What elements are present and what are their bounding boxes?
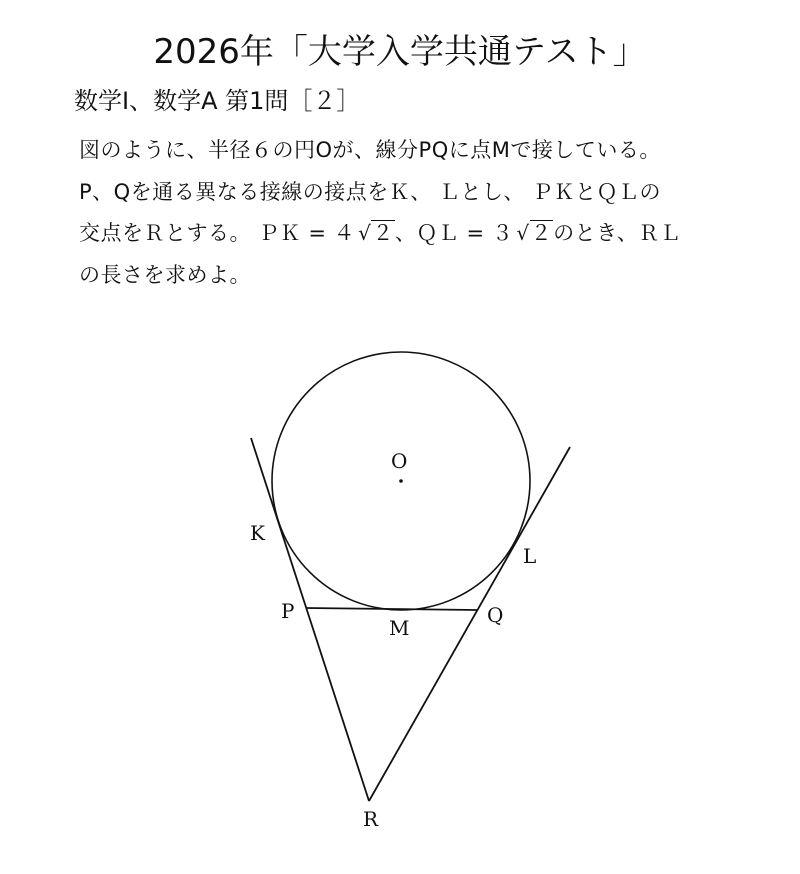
- radical-sign-a: √: [358, 221, 372, 245]
- label-O: O: [391, 449, 408, 473]
- problem-heading: 数学Ⅰ、数学A 第1問［２］: [74, 87, 361, 115]
- radicand-a: ２: [372, 221, 394, 245]
- label-Q: Q: [487, 603, 504, 627]
- radicand-b: ２: [530, 221, 553, 245]
- page-title: 2026年「大学入学共通テスト」: [153, 32, 647, 72]
- problem-line-3-start: 交点をＲとする。 ＰＫ = ４: [79, 221, 356, 245]
- label-K: K: [250, 521, 265, 545]
- center-point-O: [399, 479, 403, 483]
- problem-line-2: P、Qを通る異なる接線の接点をＫ、 Ｌとし、 ＰＫとＱＬの: [79, 179, 662, 204]
- segment-PQ: [306, 608, 477, 610]
- radical-sign-b: √: [516, 221, 530, 245]
- tangent-line-RK: [251, 438, 369, 801]
- label-L: L: [523, 544, 537, 568]
- label-M: M: [389, 616, 410, 640]
- problem-line-3-end: のとき、ＲＬ: [553, 221, 682, 245]
- problem-line-3-middle: 、ＱＬ = ３: [394, 221, 514, 245]
- label-P: P: [281, 599, 295, 623]
- problem-line-4: の長さを求めよ。: [79, 262, 251, 287]
- problem-line-1: 図のように、半径６の円Oが、線分PQに点Mで接している。: [79, 138, 661, 162]
- label-R: R: [363, 807, 379, 831]
